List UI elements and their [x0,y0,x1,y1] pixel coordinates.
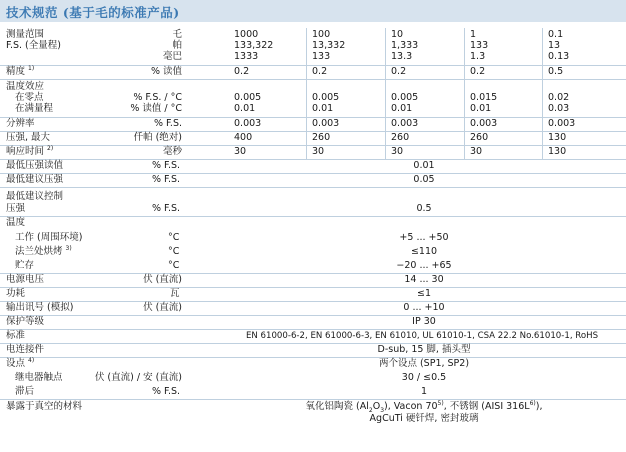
row-connector [0,344,626,358]
unit-min-control: % F.S. [152,203,181,214]
label-fs: F.S. (全量程) [6,40,61,51]
unit-resolution: % F.S. [153,118,182,129]
value-min-reading: 0.01 [413,160,435,171]
label-at-zero: 在零点 [15,92,44,103]
row-power [0,288,626,302]
row-response-time [0,146,626,160]
zero-5: 0.02 [548,92,570,103]
range-4-mbar: 1.3 [470,51,486,62]
row-min-control [0,188,626,217]
response-5: 130 [548,146,567,157]
label-operating: 工作 (周围环境) [15,232,83,243]
value-relay: 30 / ≤0.5 [401,372,447,383]
label-temperature: 温度 [6,217,26,228]
value-operating: +5 ... +50 [399,232,449,243]
accuracy-4: 0.2 [470,66,486,77]
range-1-mbar: 1333 [234,51,259,62]
label-materials: 暴露于真空的材料 [6,401,83,412]
range-1-torr: 1000 [234,29,259,40]
label-temp-effect: 温度效应 [6,81,45,92]
label-bakeout: 法兰处烘烤 $^{3)}$ [15,244,72,257]
row-accuracy [0,66,626,80]
label-resolution: 分辨率 [6,118,35,129]
label-relay: 继电器触点 [15,372,63,383]
value-min-recommended: 0.05 [413,174,435,185]
label-min-control: 最低建议控制 [6,191,64,202]
value-materials-line2: AgCuTi 硬钎焊, 密封玻璃 [369,413,479,424]
range-2-torr: 100 [312,29,331,40]
row-protection [0,316,626,330]
max-pressure-1: 400 [234,132,253,143]
row-standards [0,330,626,344]
value-power: ≤1 [416,288,431,299]
value-storage: −20 ... +65 [396,260,452,271]
range-3-pa: 1,333 [391,40,419,51]
row-supply-voltage [0,274,626,288]
range-3-torr: 10 [391,29,404,40]
section-title: 技术规范 (基于毛的标准产品) [6,5,180,20]
spec-table [0,28,626,428]
value-setpoints: 两个设点 (SP1, SP2) [378,358,470,369]
row-measurement-range [0,28,626,66]
span-5: 0.03 [548,103,570,114]
range-5-torr: 0.1 [548,29,564,40]
label-setpoints: 设点 $^{4)}$ [6,356,35,369]
label-min-recommended: 最低建议压强 [6,174,64,185]
label-standards: 标准 [6,330,26,341]
label-storage: 贮存 [15,260,35,271]
span-3: 0.01 [391,103,413,114]
unit-response: 毫秒 [162,146,182,157]
label-supply: 电源电压 [6,274,45,285]
unit-torr: 乇 [172,29,182,40]
label-protection: 保护等级 [6,316,45,327]
unit-zero: % F.S. / °C [133,92,182,103]
value-bakeout: ≤110 [410,246,438,257]
resolution-5: 0.003 [548,118,576,129]
response-4: 30 [470,146,483,157]
zero-3: 0.005 [391,92,419,103]
range-4-pa: 133 [470,40,489,51]
value-standards: EN 61000-6-2, EN 61000-6-3, EN 61010, UL 61010-1, CSA 22.2 No.61010-1, RoHS [245,331,599,341]
resolution-2: 0.003 [312,118,340,129]
row-setpoints [0,358,626,400]
zero-4: 0.015 [470,92,498,103]
row-min-recommended [0,174,626,188]
range-4-torr: 1 [470,29,477,40]
label-response-time: 响应时间 $^{2)}$ [6,144,54,157]
unit-pa: 帕 [172,40,182,51]
max-pressure-2: 260 [312,132,331,143]
label-accuracy: 精度 $^{1)}$ [6,64,35,77]
accuracy-3: 0.2 [391,66,407,77]
value-min-control: 0.5 [416,203,432,214]
unit-supply: 伏 (直流) [143,274,182,285]
unit-bakeout: °C [168,246,180,257]
row-resolution [0,118,626,132]
range-2-mbar: 133 [312,51,331,62]
label-output: 输出讯号 (模拟) [6,302,74,313]
resolution-1: 0.003 [234,118,262,129]
span-1: 0.01 [234,103,256,114]
label-min-reading: 最低压强读值 [6,160,64,171]
row-temp-effect [0,80,626,118]
unit-operating: °C [168,232,180,243]
row-materials [0,400,626,428]
unit-span: % 读值 / °C [130,103,182,114]
accuracy-5: 0.5 [548,66,564,77]
response-1: 30 [234,146,247,157]
unit-mbar: 毫巴 [162,51,182,62]
value-protection: IP 30 [412,316,436,327]
accuracy-2: 0.2 [312,66,328,77]
span-4: 0.01 [470,103,492,114]
value-connector: D-sub, 15 脚, 插头型 [377,344,471,355]
range-3-mbar: 13.3 [391,51,413,62]
max-pressure-5: 130 [548,132,567,143]
resolution-3: 0.003 [391,118,419,129]
unit-min-reading: % F.S. [152,160,181,171]
range-5-pa: 13 [548,40,561,51]
row-output [0,302,626,316]
unit-accuracy: % 读值 [150,66,182,77]
max-pressure-3: 260 [391,132,410,143]
max-pressure-4: 260 [470,132,489,143]
value-output: 0 ... +10 [403,302,445,313]
label-max-pressure: 压强, 最大 [6,132,51,143]
label-hysteresis: 滞后 [15,386,35,397]
section-header [0,0,626,22]
unit-storage: °C [168,260,180,271]
range-5-mbar: 0.13 [548,51,570,62]
value-hysteresis: 1 [420,386,428,397]
value-supply: 14 ... 30 [404,274,444,285]
response-2: 30 [312,146,325,157]
row-max-pressure [0,132,626,146]
row-min-reading [0,160,626,174]
resolution-4: 0.003 [470,118,498,129]
response-3: 30 [391,146,404,157]
label-connector: 电连接件 [6,344,45,355]
accuracy-1: 0.2 [234,66,250,77]
label-range: 测量范围 [6,29,45,40]
zero-1: 0.005 [234,92,262,103]
value-materials-line1: 氧化铝陶瓷 $(Al_2O_3)$, Vacon 70$^{5)}$, 不锈钢 (AISI $316L^{6)}$), [305,399,543,414]
unit-power: 瓦 [170,288,180,299]
unit-max-pressure: 仟帕 (绝对) [133,132,182,143]
zero-2: 0.005 [312,92,340,103]
range-1-pa: 133,322 [234,40,274,51]
range-2-pa: 13,332 [312,40,346,51]
unit-output: 伏 (直流) [143,302,182,313]
label-power: 功耗 [6,288,26,299]
unit-min-recommended: % F.S. [152,174,181,185]
unit-hysteresis: % F.S. [152,386,181,397]
row-temperature [0,217,626,274]
label-min-control-2: 压强 [6,203,26,214]
unit-relay: 伏 (直流) / 安 (直流) [94,372,182,383]
span-2: 0.01 [312,103,334,114]
label-at-span: 在满量程 [15,103,54,114]
